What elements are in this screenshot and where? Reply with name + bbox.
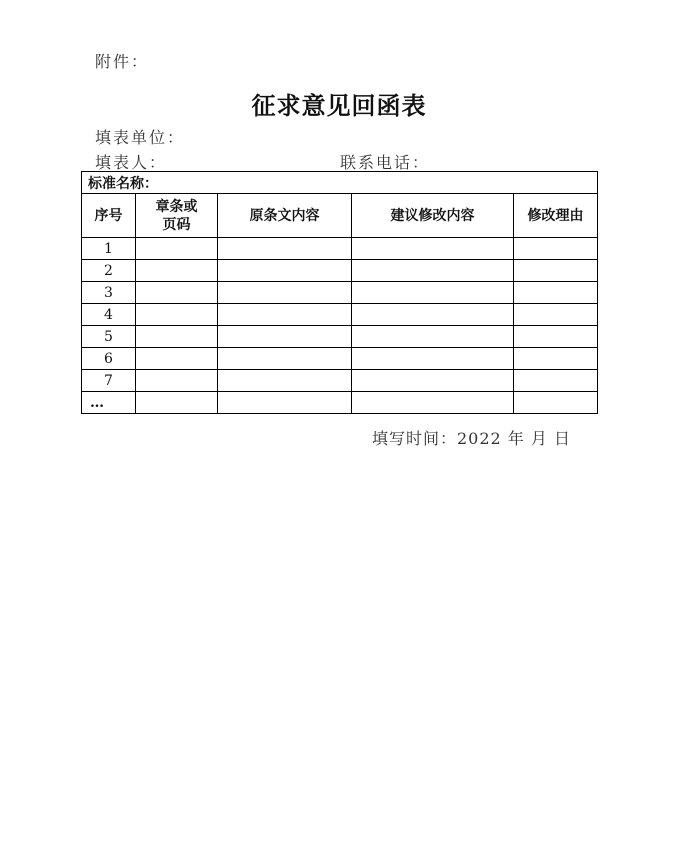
header-suggestion: 建议修改内容 <box>352 194 514 238</box>
row-number: 6 <box>82 348 136 370</box>
row-number: 7 <box>82 370 136 392</box>
clause-cell[interactable] <box>136 348 218 370</box>
header-clause-line2: 页码 <box>162 216 191 233</box>
row-number: 5 <box>82 326 136 348</box>
row-number: … <box>82 392 136 414</box>
table-row <box>82 304 598 326</box>
header-clause-line1: 章条或 <box>155 198 198 215</box>
reason-cell[interactable] <box>514 304 598 326</box>
original-cell[interactable] <box>218 238 352 260</box>
standard-name-label: 标准名称： <box>82 172 598 194</box>
row-number: 4 <box>82 304 136 326</box>
reason-cell[interactable] <box>514 282 598 304</box>
table-row <box>82 260 598 282</box>
header-seq: 序号 <box>82 194 136 238</box>
original-cell[interactable] <box>218 282 352 304</box>
reason-cell[interactable] <box>514 348 598 370</box>
clause-cell[interactable] <box>136 260 218 282</box>
fill-person-label: 填表人： <box>95 153 168 172</box>
clause-cell[interactable] <box>136 304 218 326</box>
original-cell[interactable] <box>218 370 352 392</box>
attachment-label: 附件： <box>95 52 150 71</box>
row-number: 1 <box>82 238 136 260</box>
original-cell[interactable] <box>218 348 352 370</box>
original-cell[interactable] <box>218 326 352 348</box>
reason-cell[interactable] <box>514 326 598 348</box>
original-cell[interactable] <box>218 392 352 414</box>
table-row <box>82 282 598 304</box>
suggestion-cell[interactable] <box>352 304 514 326</box>
clause-cell[interactable] <box>136 392 218 414</box>
table-row <box>82 238 598 260</box>
suggestion-cell[interactable] <box>352 282 514 304</box>
suggestion-cell[interactable] <box>352 370 514 392</box>
clause-cell[interactable] <box>136 282 218 304</box>
row-number: 3 <box>82 282 136 304</box>
reason-cell[interactable] <box>514 238 598 260</box>
row-number: 2 <box>82 260 136 282</box>
suggestion-cell[interactable] <box>352 260 514 282</box>
suggestion-cell[interactable] <box>352 326 514 348</box>
table-row <box>82 392 598 414</box>
table-row <box>82 370 598 392</box>
fill-date-label: 填写时间：2022 年 月 日 <box>372 429 571 448</box>
suggestion-cell[interactable] <box>352 392 514 414</box>
header-reason: 修改理由 <box>514 194 598 238</box>
suggestion-cell[interactable] <box>352 238 514 260</box>
clause-cell[interactable] <box>136 238 218 260</box>
clause-cell[interactable] <box>136 326 218 348</box>
reason-cell[interactable] <box>514 370 598 392</box>
reason-cell[interactable] <box>514 392 598 414</box>
page-title: 征求意见回函表 <box>251 91 427 120</box>
feedback-table <box>81 171 598 414</box>
clause-cell[interactable] <box>136 370 218 392</box>
standard-name-row <box>82 172 598 194</box>
header-clause <box>136 194 218 238</box>
table-header-row <box>82 194 598 238</box>
table-row <box>82 326 598 348</box>
header-original: 原条文内容 <box>218 194 352 238</box>
original-cell[interactable] <box>218 304 352 326</box>
fill-unit-label: 填表单位： <box>95 128 186 147</box>
suggestion-cell[interactable] <box>352 348 514 370</box>
reason-cell[interactable] <box>514 260 598 282</box>
original-cell[interactable] <box>218 260 352 282</box>
contact-phone-label: 联系电话： <box>340 153 431 172</box>
table-row <box>82 348 598 370</box>
